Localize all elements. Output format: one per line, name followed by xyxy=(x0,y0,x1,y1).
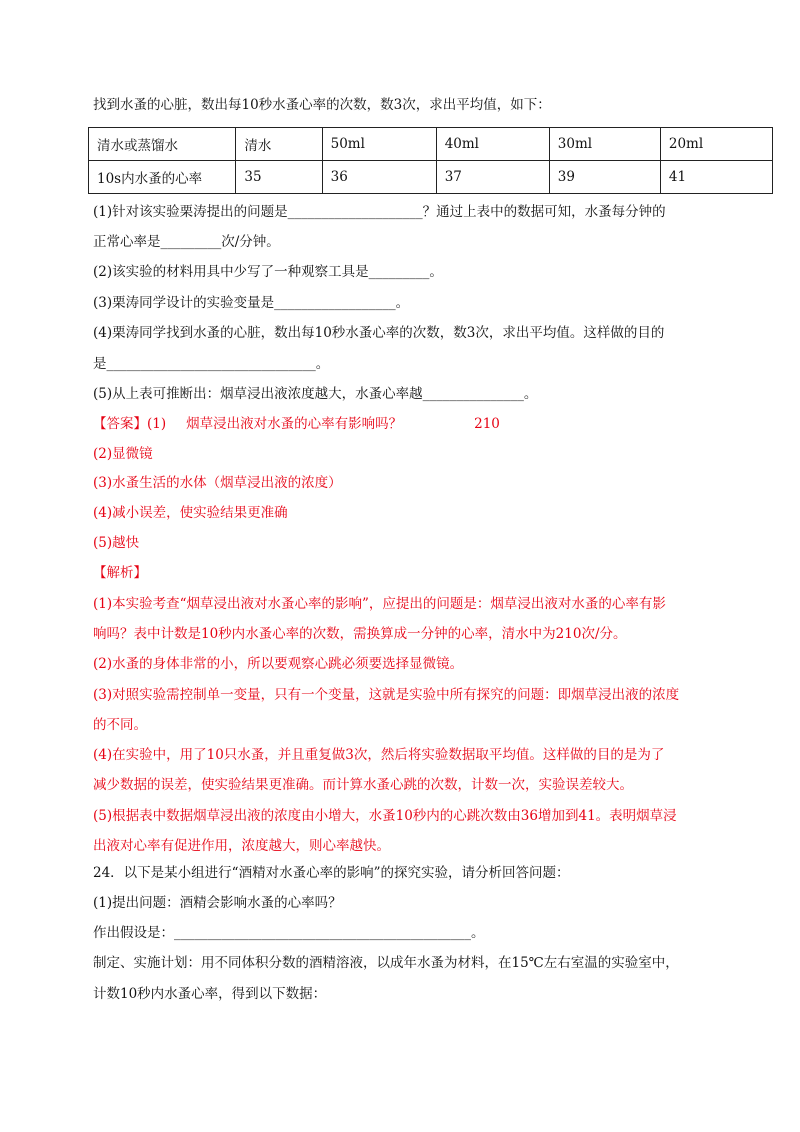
question-4-line-2: 是_______________________________。 xyxy=(93,356,330,372)
question-1-line-2: 正常心率是_________次/分钟。 xyxy=(93,234,280,250)
question-1-line-1: (1)针对该实验栗涛提出的问题是____________________？通过上表中的数据可知，水蚤每分钟的 xyxy=(93,204,666,220)
analysis-1-line-1: (1)本实验考查“烟草浸出液对水蚤心率的影响”，应提出的问题是：烟草浸出液对水蚤的心率有影 xyxy=(93,596,666,612)
analysis-3-line-2: 的不同。 xyxy=(93,717,147,733)
analysis-4-line-2: 减少数据的误差，使实验结果更准确。而计算水蚤心跳的次数，计数一次，实验误差较大。 xyxy=(93,777,633,793)
table-cell: 清水或蒸馏水 xyxy=(89,128,236,161)
answer-2: (2)显微镜 xyxy=(93,446,153,462)
table-cell: 36 xyxy=(322,161,436,194)
answer-1-value: 210 xyxy=(474,416,500,432)
table-cell: 40ml xyxy=(436,128,549,161)
question-3: (3)栗涛同学设计的实验变量是__________________。 xyxy=(93,295,410,311)
answer-3: (3)水蚤生活的水体（烟草浸出液的浓度） xyxy=(93,475,342,491)
question-4-line-1: (4)栗涛同学找到水蚤的心脏，数出每10秒水蚤心率的次数，数3次，求出平均值。这样做的目的 xyxy=(93,325,665,341)
table-cell: 10s内水蚤的心率 xyxy=(89,161,236,194)
table-cell: 20ml xyxy=(660,128,772,161)
question-24-line-1: (1)提出问题：酒精会影响水蚤的心率吗？ xyxy=(93,895,342,911)
answer-label: 【答案】(1) xyxy=(93,416,167,432)
analysis-5-line-1: (5)根据表中数据烟草浸出液的浓度由小增大，水蚤10秒内的心跳次数由36增加到41。表明烟草浸 xyxy=(93,808,677,824)
table-cell: 41 xyxy=(660,161,772,194)
table-cell: 清水 xyxy=(236,128,322,161)
table-cell: 39 xyxy=(549,161,660,194)
table-cell: 37 xyxy=(436,161,549,194)
analysis-1-line-2: 响吗？表中计数是10秒内水蚤心率的次数，需换算成一分钟的心率，清水中为210次/分。 xyxy=(93,626,627,642)
table-row xyxy=(89,161,773,194)
analysis-5-line-2: 出液对心率有促进作用，浓度越大，则心率越快。 xyxy=(93,838,390,854)
question-24-line-4: 计数10秒内水蚤心率，得到以下数据： xyxy=(93,986,327,1002)
analysis-3-line-1: (3)对照实验需控制单一变量，只有一个变量，这就是实验中所有探究的问题：即烟草浸出液的浓度 xyxy=(93,687,680,703)
intro-text: 找到水蚤的心脏，数出每10秒水蚤心率的次数，数3次，求出平均值，如下： xyxy=(93,97,551,113)
analysis-4-line-1: (4)在实验中，用了10只水蚤，并且重复做3次，然后将实验数据取平均值。这样做的目的是为了 xyxy=(93,747,665,763)
analysis-2: (2)水蚤的身体非常的小，所以要观察心跳必须要选择显微镜。 xyxy=(93,656,464,672)
heart-rate-table xyxy=(88,127,773,194)
question-24-line-2: 作出假设是：____________________________________________。 xyxy=(93,925,485,941)
question-2: (2)该实验的材料用具中少写了一种观察工具是_________。 xyxy=(93,264,443,280)
question-24-line-3: 制定、实施计划：用不同体积分数的酒精溶液，以成年水蚤为材料，在15℃左右室温的实验室中， xyxy=(93,955,679,971)
analysis-label: 【解析】 xyxy=(93,565,147,581)
table-row xyxy=(89,128,773,161)
question-5: (5)从上表可推断出：烟草浸出液浓度越大，水蚤心率越_______________。 xyxy=(93,386,538,402)
table-cell: 30ml xyxy=(549,128,660,161)
answer-1 xyxy=(93,415,723,433)
table-cell: 35 xyxy=(236,161,322,194)
table-cell: 50ml xyxy=(322,128,436,161)
answer-1-question: 烟草浸出液对水蚤的心率有影响吗？ xyxy=(186,416,403,432)
answer-5: (5)越快 xyxy=(93,535,140,551)
answer-4: (4)减小误差，使实验结果更准确 xyxy=(93,505,288,521)
question-24-title: 24．以下是某小组进行“酒精对水蚤心率的影响”的探究实验，请分析回答问题： xyxy=(93,865,570,881)
